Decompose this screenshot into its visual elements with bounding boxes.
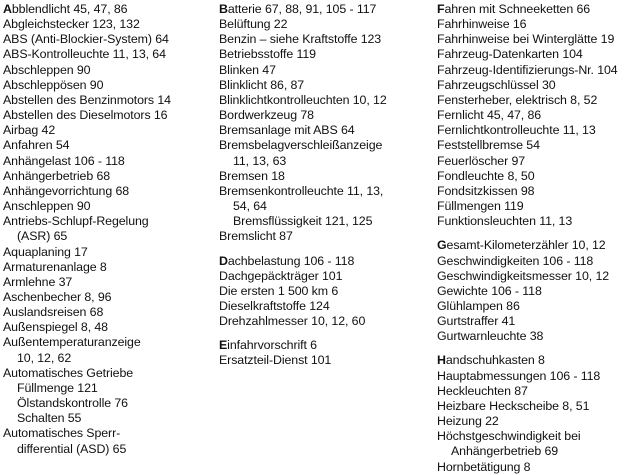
- index-column-1: [3, 2, 171, 457]
- index-entry: Glühlampen 86: [437, 298, 520, 313]
- index-entry: Bremsbelagverschleißanzeige: [219, 138, 383, 153]
- index-entry: Abschleppen 90: [3, 62, 91, 77]
- index-column-3: [437, 2, 618, 475]
- index-entry: Bremsanlage mit ABS 64: [219, 123, 355, 138]
- group-spacer: [219, 329, 387, 338]
- index-entry: ABS (Anti-Blockier-System) 64: [3, 32, 169, 47]
- index-entry: Fondsitzkissen 98: [437, 183, 535, 198]
- index-entry: [219, 254, 387, 269]
- index-entry: Betriebsstoffe 119: [219, 47, 316, 62]
- index-entry: Gurtwarnleuchte 38: [437, 329, 544, 344]
- index-entry: Gurtstraffer 41: [437, 314, 516, 329]
- index-entry: Antriebs-Schlupf-Regelung: [3, 214, 149, 229]
- index-entry: [219, 2, 387, 17]
- index-entry: Gewichte 106 - 118: [437, 283, 542, 298]
- index-entry: Dachgepäckträger 101: [219, 268, 343, 283]
- index-subentry: Füllmenge 121: [17, 380, 98, 395]
- index-entry: Außentemperaturanzeige: [3, 335, 141, 350]
- index-entry: Ersatzteil-Dienst 101: [219, 353, 332, 368]
- index-letter-group: [219, 338, 387, 368]
- index-entry: Anhängerbetrieb 68: [3, 168, 111, 183]
- index-entry-text: atterie 67, 88, 91, 105 - 117: [227, 2, 377, 16]
- index-initial-letter: E: [219, 338, 228, 353]
- index-entry: [437, 238, 618, 253]
- index-letter-group: [3, 2, 171, 457]
- index-subentry: Schalten 55: [17, 411, 82, 426]
- index-entry: Abgleichstecker 123, 132: [3, 17, 140, 32]
- index-entry: Funktionsleuchten 11, 13: [437, 214, 573, 229]
- group-spacer: [437, 229, 618, 238]
- index-letter-group: [437, 2, 618, 229]
- index-entry: Fahrzeug-Identifizierungs-Nr. 104: [437, 62, 618, 77]
- index-letter-group: [219, 254, 387, 330]
- index-initial-letter: G: [437, 238, 447, 253]
- index-entry: ABS-Kontrolleuchte 11, 13, 64: [3, 47, 166, 62]
- index-entry: Auslandsreisen 68: [3, 305, 104, 320]
- index-entry: Fahrzeugschlüssel 30: [437, 77, 556, 92]
- index-entry: Fernlichtkontrolleuchte 11, 13: [437, 123, 596, 138]
- group-spacer: [219, 245, 387, 254]
- index-entry: [219, 338, 387, 353]
- index-initial-letter: A: [3, 2, 12, 16]
- index-entry: Fahrzeug-Datenkarten 104: [437, 47, 583, 62]
- index-initial-letter: H: [437, 353, 446, 368]
- index-entry: Füllmengen 119: [437, 199, 524, 214]
- index-entry: Abstellen des Dieselmotors 16: [3, 108, 168, 123]
- index-entry: Bremslicht 87: [219, 229, 293, 244]
- index-entry: Fahrhinweise 16: [437, 17, 527, 32]
- index-entry: Fensterheber, elektrisch 8, 52: [437, 92, 598, 107]
- index-entry: Anhängevorrichtung 68: [3, 183, 130, 198]
- index-entry: Fernlicht 45, 47, 86: [437, 108, 542, 123]
- index-letter-group: [437, 238, 618, 344]
- index-subentry: 11, 13, 63: [233, 153, 287, 168]
- index-entry: Heizung 22: [437, 414, 499, 429]
- index-subentry: Bremsflüssigkeit 121, 125: [233, 214, 373, 229]
- index-entry: Bremsen 18: [219, 168, 285, 183]
- index-entry: Benzin – siehe Kraftstoffe 123: [219, 32, 382, 47]
- index-entry: Dieselkraftstoffe 124: [219, 298, 330, 313]
- index-letter-group: [219, 2, 387, 245]
- index-entry-text: ahren mit Schneeketten 66: [444, 2, 591, 16]
- group-spacer: [437, 344, 618, 353]
- index-entry: Außenspiegel 8, 48: [3, 320, 108, 335]
- index-entry: Feuerlöscher 97: [437, 153, 526, 168]
- index-entry: Bremsenkontrolleuchte 11, 13,: [219, 183, 384, 198]
- index-entry: Blinklichtkontrolleuchten 10, 12: [219, 92, 387, 107]
- index-entry: Anfahren 54: [3, 138, 70, 153]
- index-entry: [3, 2, 171, 17]
- index-entry: Blinklicht 86, 87: [219, 77, 305, 92]
- index-entry-text: esamt-Kilometerzähler 10, 12: [446, 238, 606, 253]
- index-entry: Geschwindigkeiten 106 - 118: [437, 253, 594, 268]
- index-entry: Armaturenanlage 8: [3, 259, 107, 274]
- index-initial-letter: F: [437, 2, 445, 16]
- index-entry: Automatisches Getriebe: [3, 365, 134, 380]
- index-subentry: Anhängerbetrieb 69: [451, 444, 559, 459]
- index-entry: Abstellen des Benzinmotors 14: [3, 92, 171, 107]
- index-entry: Armlehne 37: [3, 274, 73, 289]
- index-subentry: Ölstandskontrolle 76: [17, 396, 128, 411]
- index-entry: Geschwindigkeitsmesser 10, 12: [437, 268, 610, 283]
- index-entry: Heizbare Heckscheibe 8, 51: [437, 398, 590, 413]
- index-entry: Hornbetätigung 8: [437, 459, 531, 474]
- index-entry: Heckleuchten 87: [437, 383, 528, 398]
- index-entry: Automatisches Sperr-: [3, 426, 121, 441]
- index-entry: Drehzahlmesser 10, 12, 60: [219, 314, 366, 329]
- index-entry: Aquaplaning 17: [3, 244, 88, 259]
- index-entry: Belüftung 22: [219, 17, 288, 32]
- index-subentry: 10, 12, 62: [17, 350, 72, 365]
- index-initial-letter: D: [219, 253, 228, 268]
- index-entry: Anschleppen 90: [3, 199, 91, 214]
- index-entry: Fondleuchte 8, 50: [437, 168, 535, 183]
- index-subentry: (ASR) 65: [17, 229, 68, 244]
- index-column-2: [219, 2, 387, 369]
- index-entry-text: bblendlicht 45, 47, 86: [11, 2, 128, 16]
- index-entry: Abschleppösen 90: [3, 77, 104, 92]
- index-entry-text: andschuhkasten 8: [445, 353, 545, 368]
- index-entry: Bordwerkzeug 78: [219, 108, 314, 123]
- index-letter-group: [437, 353, 618, 474]
- index-entry: Feststellbremse 54: [437, 138, 540, 153]
- index-entry-text: infahrvorschrift 6: [227, 338, 317, 353]
- index-entry: Höchstgeschwindigkeit bei: [437, 429, 581, 444]
- index-entry: Blinken 47: [219, 62, 276, 77]
- index-entry-text: achbelastung 106 - 118: [227, 253, 355, 268]
- index-entry: Airbag 42: [3, 123, 56, 138]
- index-entry: [437, 2, 618, 17]
- index-entry: Aschenbecher 8, 96: [3, 289, 112, 304]
- index-subentry: differential (ASD) 65: [17, 441, 127, 456]
- index-initial-letter: B: [219, 2, 228, 16]
- index-entry: Fahrhinweise bei Winterglätte 19: [437, 32, 615, 47]
- index-entry: Die ersten 1 500 km 6: [219, 283, 339, 298]
- index-subentry: 54, 64: [233, 199, 267, 214]
- index-entry: Hauptabmessungen 106 - 118: [437, 368, 601, 383]
- index-entry: [437, 353, 618, 368]
- index-entry: Anhängelast 106 - 118: [3, 153, 125, 168]
